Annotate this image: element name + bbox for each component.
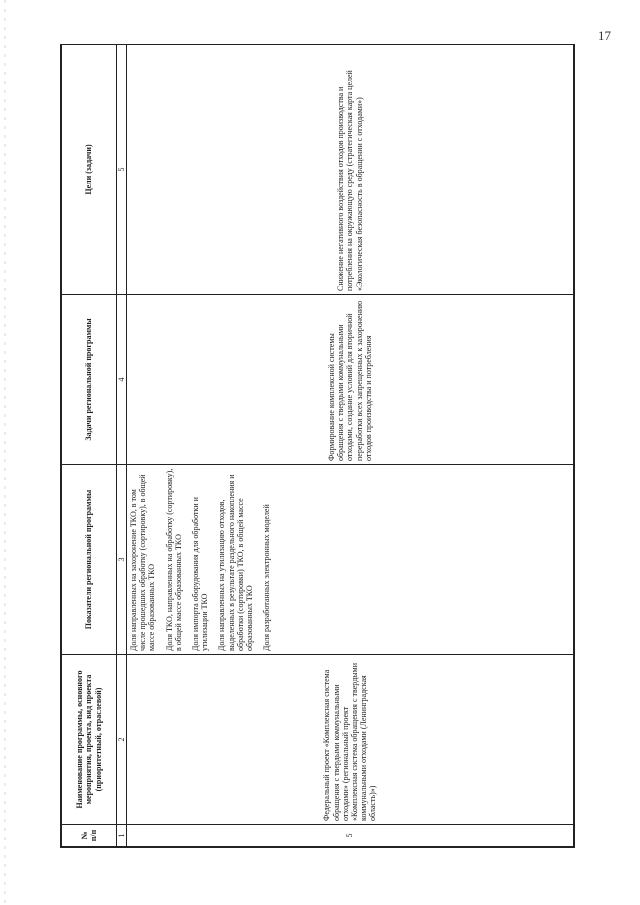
table-row — [127, 45, 574, 847]
table-frame — [60, 44, 575, 848]
scan-edge — [4, 0, 6, 905]
column-number: 1 — [117, 825, 127, 847]
row-number: 5 — [127, 825, 574, 847]
column-number: 2 — [117, 655, 127, 825]
goals-cell: Снижение негативного воздействия отходов производства и потребления на окружающую среду (стратегическая карта целей «Экологическая безопасность в обращении с отходами») — [127, 45, 574, 295]
program-table — [61, 44, 574, 847]
indicators-cell — [127, 465, 574, 655]
header-tasks: Задачи региональной программы — [62, 295, 117, 465]
column-number: 5 — [117, 45, 127, 295]
indicator-item: Доля направленных на захоронение ТКО, в том числе прошедших обработку (сортировку), в общей массе образованных ТКО — [129, 474, 157, 651]
indicator-item: Доля направленных на утилизацию отходов, выделенных в результате раздельного накопления и обработки (сортировки) ТКО, в общей массе образованных ТКО — [217, 474, 254, 651]
indicator-item: Доля разработанных электронных моделей — [262, 504, 272, 651]
header-program-name: Наименование программы, основного мероприятия, проекта, вид проекта (приоритетный, отраслевой) — [62, 655, 117, 825]
indicator-item: Доля ТКО, направленных на обработку (сортировку), в общей массе образованных ТКО — [164, 468, 183, 651]
column-number: 4 — [117, 295, 127, 465]
header-goals: Цели (задачи) — [62, 45, 117, 295]
indicator-item: Доля импорта оборудования для обработки и утилизации ТКО — [190, 497, 210, 651]
header-row — [62, 45, 117, 847]
tasks-cell: Формирование комплексной системы обращения с твердыми коммунальными отходами, создание условий для вторичной переработки всех запрещенных к захоронению отходов производства и потребления — [127, 295, 574, 465]
project-name: Федеральный проект «Комплексная система обращения с твердыми коммунальными отходами» (региональный проект «Комплексная система обращения с твердыми коммунальными отходами (Ленинградская область)») — [127, 655, 574, 825]
page-number: 17 — [598, 28, 611, 43]
header-number: № п/п — [62, 825, 117, 847]
column-number: 3 — [117, 465, 127, 655]
rotated-table-container — [61, 45, 574, 847]
header-indicators: Показатели региональной программы — [62, 465, 117, 655]
column-number-row — [117, 45, 127, 847]
